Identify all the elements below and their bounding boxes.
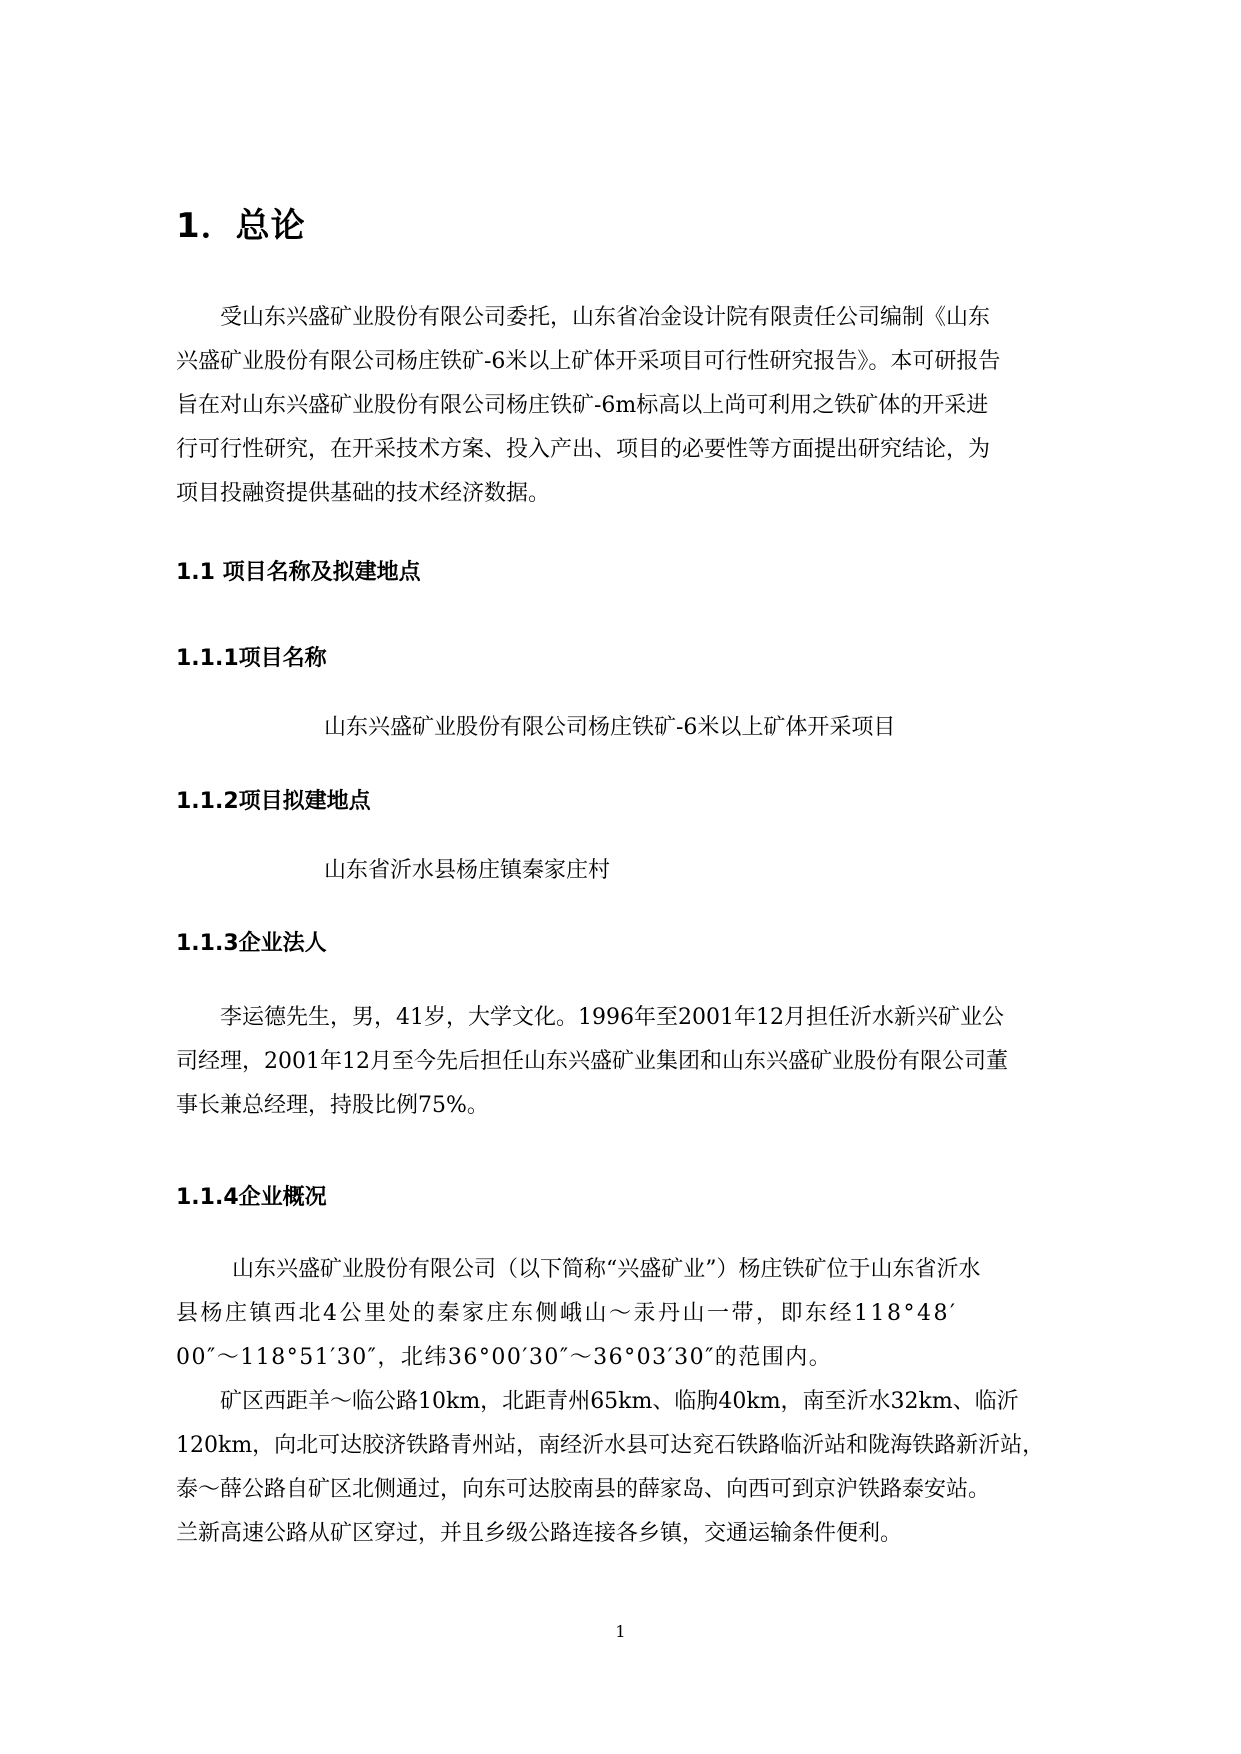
intro-line: 受山东兴盛矿业股份有限公司委托，山东省冶金设计院有限责任公司编制《山东 xyxy=(220,305,991,330)
section-heading-1-1-3: 1.1.3企业法人 xyxy=(176,931,327,956)
project-name-value: 山东兴盛矿业股份有限公司杨庄铁矿-6米以上矿体开采项目 xyxy=(324,715,896,740)
intro-line: 行可行性研究，在开采技术方案、投入产出、项目的必要性等方面提出研究结论，为 xyxy=(176,437,991,462)
intro-line: 旨在对山东兴盛矿业股份有限公司杨庄铁矿-6m标高以上尚可利用之铁矿体的开采进 xyxy=(176,393,989,418)
project-location-value: 山东省沂水县杨庄镇秦家庄村 xyxy=(324,858,611,883)
legal-person-paragraph xyxy=(176,996,1106,1128)
company-overview-paragraph-1 xyxy=(176,1248,1106,1380)
overview-line: 山东兴盛矿业股份有限公司（以下简称“兴盛矿业”）杨庄铁矿位于山东省沂水 xyxy=(232,1257,981,1282)
intro-line: 项目投融资提供基础的技术经济数据。 xyxy=(176,481,551,506)
overview-line: 兰新高速公路从矿区穿过，并且乡级公路连接各乡镇，交通运输条件便利。 xyxy=(176,1521,903,1546)
intro-line: 兴盛矿业股份有限公司杨庄铁矿-6米以上矿体开采项目可行性研究报告》。本可研报告 xyxy=(176,349,1001,374)
chapter-title: 1．总论 xyxy=(176,206,306,246)
overview-line: 00″～118°51′30″，北纬36°00′30″～36°03′30″的范围内。 xyxy=(176,1345,833,1370)
overview-line: 泰～薛公路自矿区北侧通过，向东可达胶南县的薛家岛、向西可到京沪铁路泰安站。 xyxy=(176,1477,991,1502)
legal-person-line: 司经理，2001年12月至今先后担任山东兴盛矿业集团和山东兴盛矿业股份有限公司董 xyxy=(176,1049,1008,1074)
intro-paragraph xyxy=(176,296,1106,516)
section-heading-1-1-1: 1.1.1项目名称 xyxy=(176,646,327,671)
page-number: 1 xyxy=(615,1622,626,1641)
legal-person-line: 事长兼总经理，持股比例75%。 xyxy=(176,1093,489,1118)
legal-person-line: 李运德先生，男，41岁，大学文化。1996年至2001年12月担任沂水新兴矿业公 xyxy=(220,1005,1004,1030)
company-overview-paragraph-2 xyxy=(176,1380,1106,1556)
section-heading-1-1-2: 1.1.2项目拟建地点 xyxy=(176,789,371,814)
overview-line: 120km，向北可达胶济铁路青州站，南经沂水县可达兖石铁路临沂站和陇海铁路新沂站， xyxy=(176,1433,1045,1458)
overview-line: 矿区西距羊～临公路10km，北距青州65km、临朐40km，南至沂水32km、临沂 xyxy=(220,1389,1019,1414)
section-heading-1-1-4: 1.1.4企业概况 xyxy=(176,1185,327,1210)
section-heading-1-1: 1.1 项目名称及拟建地点 xyxy=(176,560,421,585)
overview-line: 县杨庄镇西北4公里处的秦家庄东侧峨山～汞丹山一带，即东经118°48′ xyxy=(176,1301,958,1326)
